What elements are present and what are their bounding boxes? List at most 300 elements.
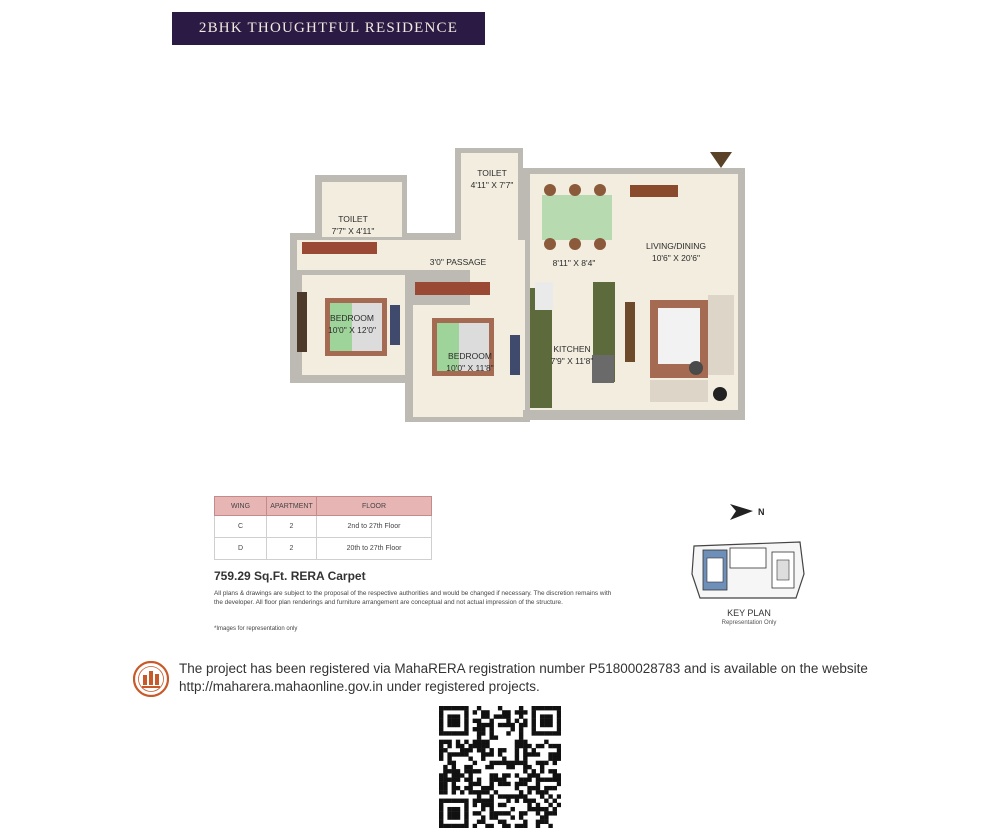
qr-module — [443, 740, 447, 744]
qr-module — [447, 761, 451, 765]
qr-module — [473, 782, 477, 786]
qr-module — [544, 815, 548, 819]
qr-module — [544, 820, 548, 824]
qr-module — [452, 769, 456, 773]
qr-module — [439, 820, 443, 824]
passage-label: 3'0" PASSAGE — [429, 257, 487, 267]
qr-module — [460, 744, 464, 748]
qr-module — [506, 811, 510, 815]
qr-module — [464, 815, 468, 819]
qr-module — [494, 735, 498, 739]
qr-module — [477, 820, 481, 824]
qr-module — [464, 807, 468, 811]
qr-module — [494, 778, 498, 782]
qr-module — [468, 790, 472, 794]
qr-module — [494, 815, 498, 819]
qr-module — [540, 815, 544, 819]
qr-module — [464, 752, 468, 756]
qr-module — [452, 799, 456, 803]
qr-module — [536, 744, 540, 748]
qr-module — [468, 765, 472, 769]
qr-module — [460, 824, 464, 828]
qr-module — [519, 815, 523, 819]
qr-module — [456, 786, 460, 790]
qr-module — [548, 714, 552, 718]
qr-module — [498, 778, 502, 782]
qr-module — [456, 807, 460, 811]
qr-module — [477, 719, 481, 723]
qr-module — [456, 723, 460, 727]
qr-module — [519, 727, 523, 731]
qr-module — [473, 824, 477, 828]
qr-module — [502, 811, 506, 815]
qr-module — [502, 782, 506, 786]
qr-module — [464, 786, 468, 790]
qr-module — [544, 811, 548, 815]
qr-module — [536, 752, 540, 756]
qr-module — [447, 778, 451, 782]
qr-module — [481, 820, 485, 824]
qr-module — [523, 710, 527, 714]
qr-module — [464, 824, 468, 828]
qr-module — [447, 799, 451, 803]
qr-module — [481, 815, 485, 819]
qr-module — [498, 761, 502, 765]
qr-module — [485, 765, 489, 769]
qr-module — [511, 794, 515, 798]
qr-module — [523, 769, 527, 773]
qr-module — [532, 786, 536, 790]
qr-module — [527, 744, 531, 748]
qr-module — [468, 778, 472, 782]
key-plan-title: KEY PLAN — [727, 608, 771, 618]
qr-module — [557, 782, 561, 786]
qr-module — [468, 786, 472, 790]
qr-module — [515, 748, 519, 752]
qr-module — [439, 706, 443, 710]
col-header-apartment: APARTMENT — [267, 497, 317, 516]
qr-module — [443, 765, 447, 769]
qr-module — [557, 710, 561, 714]
qr-module — [527, 807, 531, 811]
qr-module — [443, 748, 447, 752]
qr-module — [473, 744, 477, 748]
qr-module — [532, 807, 536, 811]
qr-module — [536, 782, 540, 786]
qr-module — [532, 752, 536, 756]
qr-module — [506, 761, 510, 765]
qr-module — [502, 710, 506, 714]
qr-module — [452, 786, 456, 790]
room-toilet-1-name: TOILET — [477, 168, 507, 178]
qr-module — [489, 811, 493, 815]
qr-module — [481, 786, 485, 790]
qr-module — [477, 799, 481, 803]
qr-module — [515, 794, 519, 798]
qr-module — [532, 710, 536, 714]
qr-module — [502, 761, 506, 765]
qr-module — [557, 794, 561, 798]
qr-module — [460, 752, 464, 756]
qr-module — [557, 727, 561, 731]
qr-module — [519, 744, 523, 748]
qr-module — [548, 769, 552, 773]
qr-module — [489, 803, 493, 807]
qr-module — [532, 773, 536, 777]
qr-module — [481, 731, 485, 735]
qr-module — [527, 773, 531, 777]
qr-module — [485, 740, 489, 744]
table-header-row — [215, 497, 432, 516]
qr-module — [544, 714, 548, 718]
qr-module — [456, 815, 460, 819]
qr-module — [452, 782, 456, 786]
qr-module — [443, 773, 447, 777]
qr-module — [439, 714, 443, 718]
qr-module — [540, 731, 544, 735]
qr-module — [489, 786, 493, 790]
qr-module — [477, 735, 481, 739]
qr-module — [536, 761, 540, 765]
qr-module — [443, 778, 447, 782]
qr-module — [502, 756, 506, 760]
qr-module — [536, 811, 540, 815]
key-plan-subtitle: Representation Only — [721, 620, 777, 626]
qr-module — [527, 786, 531, 790]
qr-module — [502, 824, 506, 828]
qr-module — [489, 773, 493, 777]
qr-module — [506, 731, 510, 735]
qr-module — [464, 769, 468, 773]
qr-module — [489, 731, 493, 735]
qr-module — [464, 765, 468, 769]
qr-module — [477, 769, 481, 773]
qr-module — [452, 773, 456, 777]
qr-module — [548, 719, 552, 723]
qr-module — [460, 790, 464, 794]
qr-module — [553, 807, 557, 811]
qr-module — [439, 803, 443, 807]
qr-module — [452, 761, 456, 765]
qr-module — [523, 824, 527, 828]
qr-module — [540, 778, 544, 782]
qr-module — [527, 778, 531, 782]
qr-module — [515, 761, 519, 765]
qr-module — [506, 710, 510, 714]
qr-module — [464, 803, 468, 807]
qr-module — [532, 719, 536, 723]
qr-module — [439, 824, 443, 828]
qr-module — [447, 824, 451, 828]
qr-module — [485, 790, 489, 794]
qr-module — [536, 778, 540, 782]
qr-module — [464, 719, 468, 723]
qr-module — [464, 706, 468, 710]
qr-module — [536, 786, 540, 790]
qr-module — [548, 803, 552, 807]
qr-module — [519, 706, 523, 710]
qr-module — [511, 807, 515, 811]
qr-module — [519, 778, 523, 782]
qr-module — [540, 790, 544, 794]
qr-module — [523, 744, 527, 748]
qr-module — [456, 744, 460, 748]
qr-module — [460, 731, 464, 735]
qr-module — [506, 799, 510, 803]
qr-module — [447, 731, 451, 735]
rera-registration-text: The project has been registered via MahaRERA registration number P51800028783 and is available on the website http://maharera.mahaonline.gov.in under registered projects. — [179, 661, 868, 694]
qr-module — [477, 731, 481, 735]
qr-module — [532, 731, 536, 735]
qr-module — [473, 740, 477, 744]
qr-module — [540, 820, 544, 824]
qr-module — [519, 740, 523, 744]
qr-module — [498, 752, 502, 756]
qr-module — [460, 748, 464, 752]
qr-module — [464, 748, 468, 752]
qr-module — [506, 714, 510, 718]
qr-module — [515, 824, 519, 828]
qr-module — [557, 752, 561, 756]
qr-module — [473, 811, 477, 815]
qr-module — [447, 807, 451, 811]
qr-module — [544, 790, 548, 794]
qr-module — [548, 731, 552, 735]
qr-module — [489, 727, 493, 731]
qr-module — [523, 794, 527, 798]
images-note: *Images for representation only — [214, 626, 298, 632]
qr-module — [494, 773, 498, 777]
qr-module — [515, 719, 519, 723]
qr-module — [498, 748, 502, 752]
qr-module — [468, 773, 472, 777]
qr-module — [494, 714, 498, 718]
qr-module — [464, 820, 468, 824]
qr-module — [553, 706, 557, 710]
qr-module — [540, 761, 544, 765]
qr-module — [447, 769, 451, 773]
qr-module — [485, 744, 489, 748]
qr-module — [481, 727, 485, 731]
qr-module — [540, 807, 544, 811]
qr-module — [498, 723, 502, 727]
qr-module — [498, 782, 502, 786]
qr-module — [536, 790, 540, 794]
room-kitchen-name: KITCHEN — [553, 344, 591, 354]
qr-module — [519, 714, 523, 718]
cell-wing: D — [215, 538, 267, 560]
qr-module — [485, 752, 489, 756]
qr-module — [498, 706, 502, 710]
qr-module — [460, 799, 464, 803]
qr-module — [456, 811, 460, 815]
qr-module — [439, 782, 443, 786]
qr-module — [557, 744, 561, 748]
qr-module — [452, 719, 456, 723]
qr-module — [481, 752, 485, 756]
qr-module — [443, 769, 447, 773]
qr-module — [439, 778, 443, 782]
qr-module — [485, 803, 489, 807]
qr-module — [519, 782, 523, 786]
qr-module — [447, 740, 451, 744]
qr-module — [553, 752, 557, 756]
qr-module — [464, 731, 468, 735]
qr-module — [519, 811, 523, 815]
qr-module — [464, 710, 468, 714]
qr-module — [489, 719, 493, 723]
qr-module — [548, 824, 552, 828]
qr-module — [439, 811, 443, 815]
qr-module — [498, 794, 502, 798]
qr-module — [515, 744, 519, 748]
qr-module — [485, 799, 489, 803]
qr-module — [540, 719, 544, 723]
qr-module — [557, 773, 561, 777]
qr-module — [464, 811, 468, 815]
qr-module — [489, 799, 493, 803]
qr-module — [452, 778, 456, 782]
qr-module — [523, 719, 527, 723]
qr-module — [447, 811, 451, 815]
qr-module — [557, 706, 561, 710]
qr-module — [481, 748, 485, 752]
qr-module — [439, 815, 443, 819]
qr-module — [464, 714, 468, 718]
qr-module — [452, 824, 456, 828]
qr-module — [439, 740, 443, 744]
qr-module — [456, 769, 460, 773]
qr-module — [532, 799, 536, 803]
qr-module — [548, 811, 552, 815]
qr-module — [502, 773, 506, 777]
room-living-name: LIVING/DINING — [646, 241, 706, 251]
qr-module — [494, 811, 498, 815]
qr-module — [506, 773, 510, 777]
qr-module — [473, 799, 477, 803]
title-banner — [172, 12, 485, 45]
qr-module — [506, 719, 510, 723]
qr-module — [523, 820, 527, 824]
dining-size: 8'11" X 8'4" — [552, 258, 596, 268]
qr-module — [443, 799, 447, 803]
qr-module — [489, 761, 493, 765]
qr-module — [489, 765, 493, 769]
qr-module — [553, 761, 557, 765]
qr-module — [506, 782, 510, 786]
qr-module — [452, 714, 456, 718]
qr-module — [452, 723, 456, 727]
qr-module — [456, 706, 460, 710]
qr-module — [473, 790, 477, 794]
qr-module — [519, 723, 523, 727]
qr-module — [527, 765, 531, 769]
qr-module — [473, 727, 477, 731]
qr-module — [439, 773, 443, 777]
room-bedroom-2-name: BEDROOM — [448, 351, 492, 361]
room-bedroom-1-name: BEDROOM — [330, 313, 374, 323]
qr-module — [548, 706, 552, 710]
qr-module — [452, 790, 456, 794]
qr-module — [452, 731, 456, 735]
qr-module — [557, 756, 561, 760]
qr-module — [473, 769, 477, 773]
qr-module — [498, 820, 502, 824]
qr-module — [540, 794, 544, 798]
qr-module — [523, 765, 527, 769]
qr-module — [553, 799, 557, 803]
qr-module — [548, 756, 552, 760]
qr-module — [485, 723, 489, 727]
qr-module — [498, 811, 502, 815]
qr-module — [557, 803, 561, 807]
qr-module — [443, 790, 447, 794]
qr-module — [447, 756, 451, 760]
qr-module — [519, 731, 523, 735]
key-plan-diagram — [688, 498, 813, 606]
qr-module — [502, 778, 506, 782]
qr-module — [477, 778, 481, 782]
qr-module — [511, 815, 515, 819]
qr-module — [456, 719, 460, 723]
qr-module — [523, 782, 527, 786]
qr-module — [473, 761, 477, 765]
qr-module — [485, 710, 489, 714]
qr-module — [548, 786, 552, 790]
qr-module — [489, 748, 493, 752]
qr-module — [548, 752, 552, 756]
qr-module — [485, 786, 489, 790]
qr-module — [443, 706, 447, 710]
qr-module — [439, 731, 443, 735]
qr-module — [532, 769, 536, 773]
qr-module — [519, 794, 523, 798]
qr-module — [553, 744, 557, 748]
qr-module — [523, 740, 527, 744]
qr-module — [540, 723, 544, 727]
qr-module — [553, 773, 557, 777]
qr-module — [464, 727, 468, 731]
qr-module — [489, 723, 493, 727]
qr-module — [527, 803, 531, 807]
qr-module — [502, 820, 506, 824]
qr-module — [439, 719, 443, 723]
qr-module — [536, 824, 540, 828]
qr-module — [515, 740, 519, 744]
qr-module — [502, 723, 506, 727]
qr-module — [456, 778, 460, 782]
qr-module — [511, 765, 515, 769]
floor-plan — [280, 140, 750, 430]
qr-module — [523, 799, 527, 803]
qr-module — [544, 761, 548, 765]
qr-module — [540, 714, 544, 718]
qr-module — [494, 761, 498, 765]
room-living-size: 10'6" X 20'6" — [651, 253, 701, 263]
qr-module — [515, 799, 519, 803]
qr-module — [523, 756, 527, 760]
north-arrow-icon — [730, 504, 753, 520]
qr-module — [544, 719, 548, 723]
qr-module — [489, 824, 493, 828]
cell-floor: 20th to 27th Floor — [317, 538, 432, 560]
qr-module — [544, 706, 548, 710]
qr-module — [481, 756, 485, 760]
qr-module — [489, 807, 493, 811]
qr-module — [443, 786, 447, 790]
qr-module — [523, 748, 527, 752]
qr-module — [515, 710, 519, 714]
